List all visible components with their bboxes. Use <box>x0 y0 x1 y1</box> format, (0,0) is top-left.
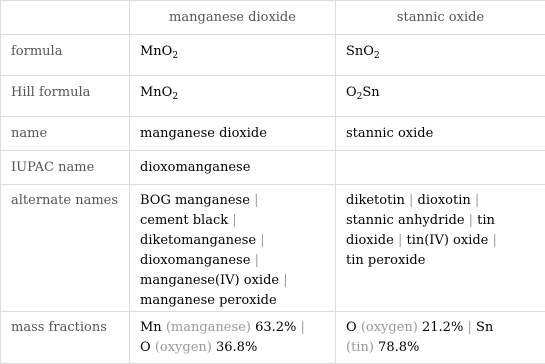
table-row <box>1 35 545 76</box>
formula-stannic-oxide: SnO$_2$ <box>336 35 545 76</box>
table-row <box>1 117 545 151</box>
column-header-stannic-oxide: stannic oxide <box>336 1 545 35</box>
iupac-name-stannic-oxide <box>336 151 545 185</box>
row-label-iupac-name: IUPAC name <box>1 151 130 185</box>
hill-formula-stannic-oxide: $O_2Sn$ <box>336 76 545 117</box>
row-label-hill-formula: Hill formula <box>1 76 130 117</box>
alternate-names-manganese-dioxide: BOG manganese | cement black | diketomanganese | dioxomanganese | manganese(IV) oxide | manganese peroxide <box>130 185 336 312</box>
row-label-formula: formula <box>1 35 130 76</box>
table-row <box>1 185 545 312</box>
table-row <box>1 151 545 185</box>
header-row <box>1 1 545 35</box>
table-row <box>1 76 545 117</box>
hill-formula-manganese-dioxide: MnO$_2$ <box>130 76 336 117</box>
mass-fractions-manganese-dioxide: Mn (manganese) 63.2% | O (oxygen) 36.8% <box>130 312 336 364</box>
alternate-names-stannic-oxide: diketotin | dioxotin | stannic anhydride | tin dioxide | tin(IV) oxide | tin peroxide <box>336 185 545 312</box>
row-label-mass-fractions: mass fractions <box>1 312 130 364</box>
name-stannic-oxide: stannic oxide <box>336 117 545 151</box>
corner-cell <box>1 1 130 35</box>
iupac-name-manganese-dioxide: dioxomanganese <box>130 151 336 185</box>
table-row <box>1 312 545 364</box>
mass-fractions-stannic-oxide: O (oxygen) 21.2% | Sn (tin) 78.8% <box>336 312 545 364</box>
row-label-name: name <box>1 117 130 151</box>
column-header-manganese-dioxide: manganese dioxide <box>130 1 336 35</box>
formula-manganese-dioxide: MnO$_2$ <box>130 35 336 76</box>
row-label-alternate-names: alternate names <box>1 185 130 312</box>
name-manganese-dioxide: manganese dioxide <box>130 117 336 151</box>
